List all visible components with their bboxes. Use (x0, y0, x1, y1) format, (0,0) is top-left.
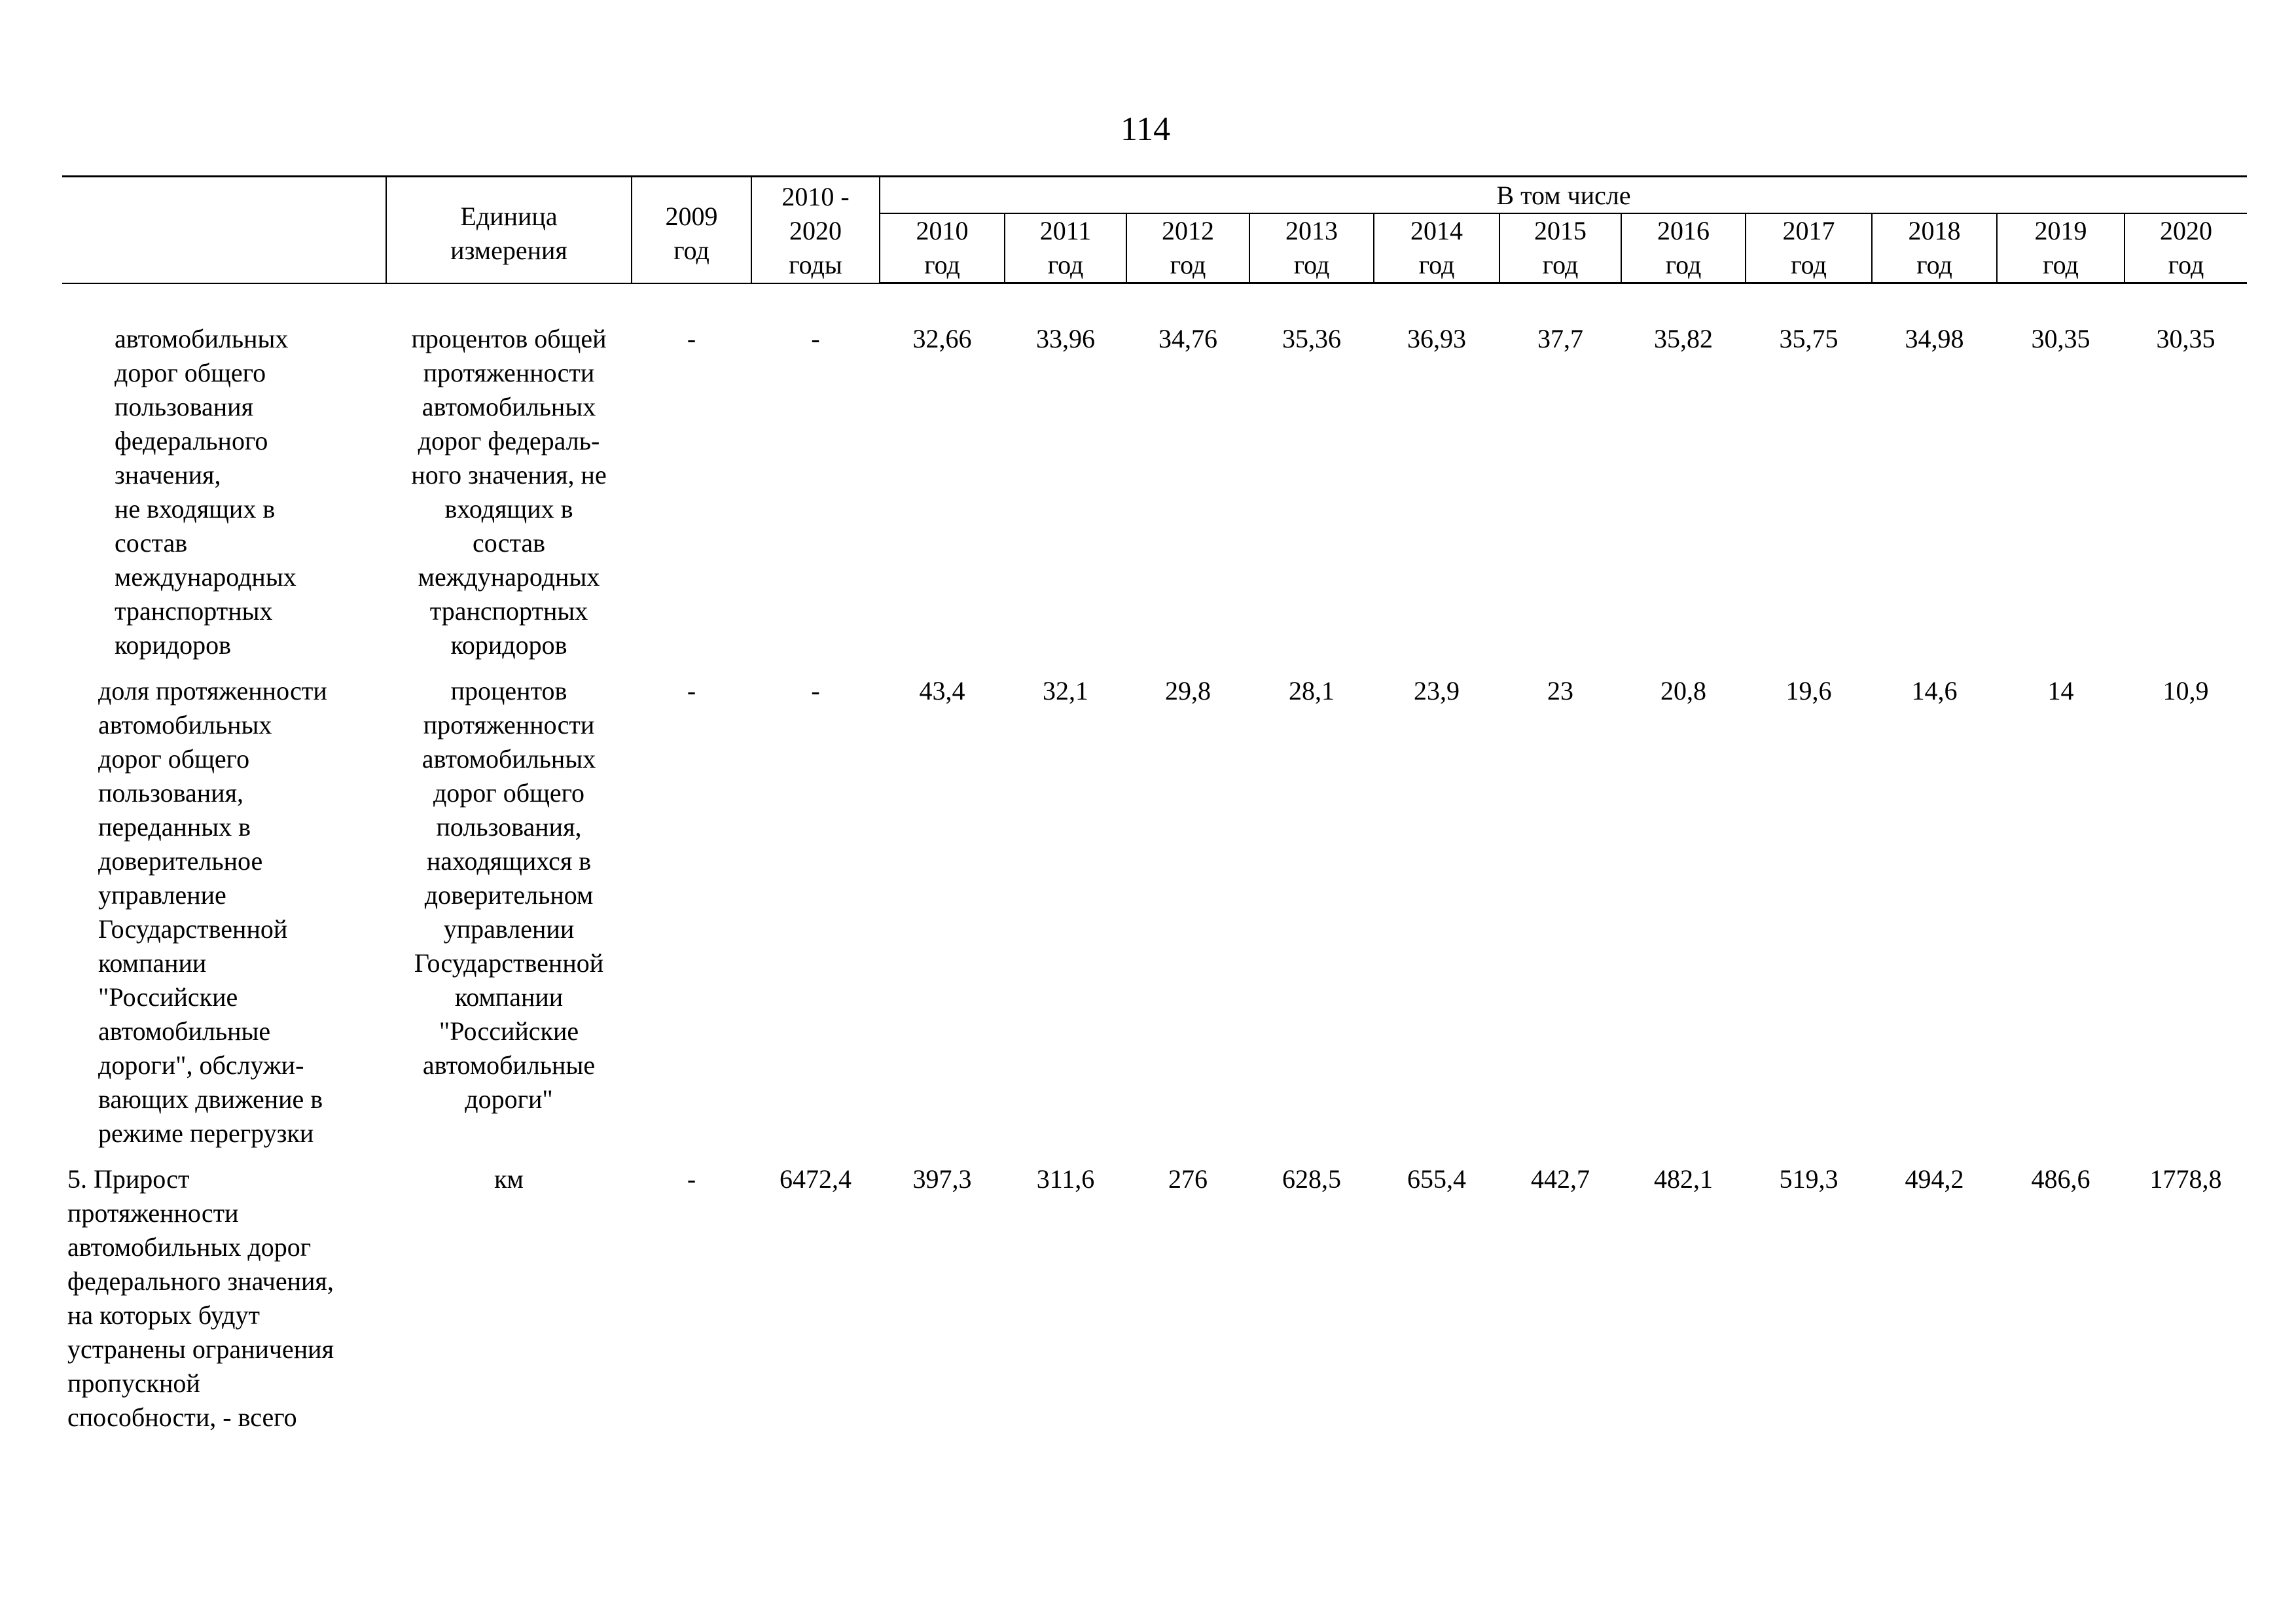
table-row (62, 1162, 2247, 1435)
header-gap (62, 283, 2247, 323)
row-value-2012: 34,76 (1158, 324, 1217, 353)
page-number: 114 (1121, 111, 1171, 148)
table-row (62, 674, 2247, 1150)
header-2010-2020: 2010 - 2020 годы (751, 177, 880, 283)
row-value-2013: 28,1 (1289, 676, 1335, 705)
row-value-2014: 655,4 (1407, 1164, 1466, 1194)
row-value-2016: 20,8 (1660, 676, 1706, 705)
header-year-2010: 2010 год (880, 213, 1005, 283)
row-value-2012: 29,8 (1165, 676, 1211, 705)
row-value-2009: - (687, 676, 696, 705)
header-year-2013: 2013 год (1249, 213, 1374, 283)
row-value-2012: 276 (1168, 1164, 1208, 1194)
row-value-2020: 1778,8 (2149, 1164, 2222, 1194)
row-value-2010: 32,66 (912, 324, 972, 353)
row-value-2011: 33,96 (1036, 324, 1095, 353)
row-value-2018: 494,2 (1905, 1164, 1964, 1194)
row-value-2019: 30,35 (2031, 324, 2090, 353)
header-year-2015: 2015 год (1499, 213, 1621, 283)
row-value-2017: 519,3 (1779, 1164, 1839, 1194)
row-value-2010: 397,3 (912, 1164, 972, 1194)
row-unit: процентов протяженности автомобильных дорог общего пользования, находящихся в доверительном управлении Государственной компании "Российские автомобильные дороги" (414, 676, 604, 1114)
row-value-2017: 35,75 (1779, 324, 1839, 353)
indicators-table (62, 175, 2247, 1435)
row-value-2017: 19,6 (1785, 676, 1832, 705)
row-value-2019: 486,6 (2031, 1164, 2090, 1194)
header-2009: 2009 год (632, 177, 751, 283)
row-value-2013: 628,5 (1282, 1164, 1341, 1194)
header-year-2019: 2019 год (1997, 213, 2125, 283)
row-value-2014: 23,9 (1414, 676, 1460, 705)
row-value-2016: 482,1 (1654, 1164, 1713, 1194)
row-spacer (62, 662, 2247, 674)
row-value-2013: 35,36 (1282, 324, 1341, 353)
row-spacer (62, 1150, 2247, 1162)
row-value-total: - (811, 324, 820, 353)
row-value-2020: 30,35 (2156, 324, 2215, 353)
header-indicator-cell (62, 177, 386, 283)
row-value-2015: 23 (1547, 676, 1573, 705)
row-value-2018: 34,98 (1905, 324, 1964, 353)
row-value-2015: 442,7 (1531, 1164, 1590, 1194)
row-indicator: доля протяженности автомобильных дорог общего пользования, переданных в доверительное управление Государственной компании "Российские автомобильные дороги", обслужи- вающих движение в режиме перегрузки (98, 676, 327, 1148)
row-value-2015: 37,7 (1537, 324, 1583, 353)
header-year-2012: 2012 год (1126, 213, 1249, 283)
header-including: В том числе (880, 177, 2247, 214)
row-value-2019: 14 (2047, 676, 2074, 705)
row-value-2020: 10,9 (2162, 676, 2209, 705)
table-row (62, 322, 2247, 662)
row-value-2010: 43,4 (919, 676, 965, 705)
header-year-2020: 2020 год (2125, 213, 2247, 283)
row-indicator: автомобильных дорог общего пользования федерального значения, не входящих в состав международных транспортных коридоров (115, 324, 296, 660)
header-year-2018: 2018 год (1872, 213, 1997, 283)
row-value-2011: 32,1 (1043, 676, 1088, 705)
row-value-2016: 35,82 (1654, 324, 1713, 353)
row-unit: км (494, 1164, 524, 1194)
row-unit: процентов общей протяженности автомобильных дорог федераль- ного значения, не входящих в состав международных транспортных коридоров (411, 324, 607, 660)
row-value-2018: 14,6 (1911, 676, 1958, 705)
row-value-2011: 311,6 (1036, 1164, 1095, 1194)
row-value-total: - (811, 676, 820, 705)
row-value-2014: 36,93 (1407, 324, 1466, 353)
header-row-1 (62, 177, 2247, 214)
header-year-2017: 2017 год (1746, 213, 1872, 283)
header-year-2011: 2011 год (1005, 213, 1126, 283)
header-year-2016: 2016 год (1621, 213, 1746, 283)
row-value-2009: - (687, 324, 696, 353)
row-indicator: 5. Прирост протяженности автомобильных дорог федерального значения, на которых будут устранены ограничения пропускной способности, - всего (67, 1164, 334, 1432)
row-value-total: 6472,4 (780, 1164, 852, 1194)
header-unit: Единица измерения (386, 177, 632, 283)
row-value-2009: - (687, 1164, 696, 1194)
header-year-2014: 2014 год (1374, 213, 1499, 283)
